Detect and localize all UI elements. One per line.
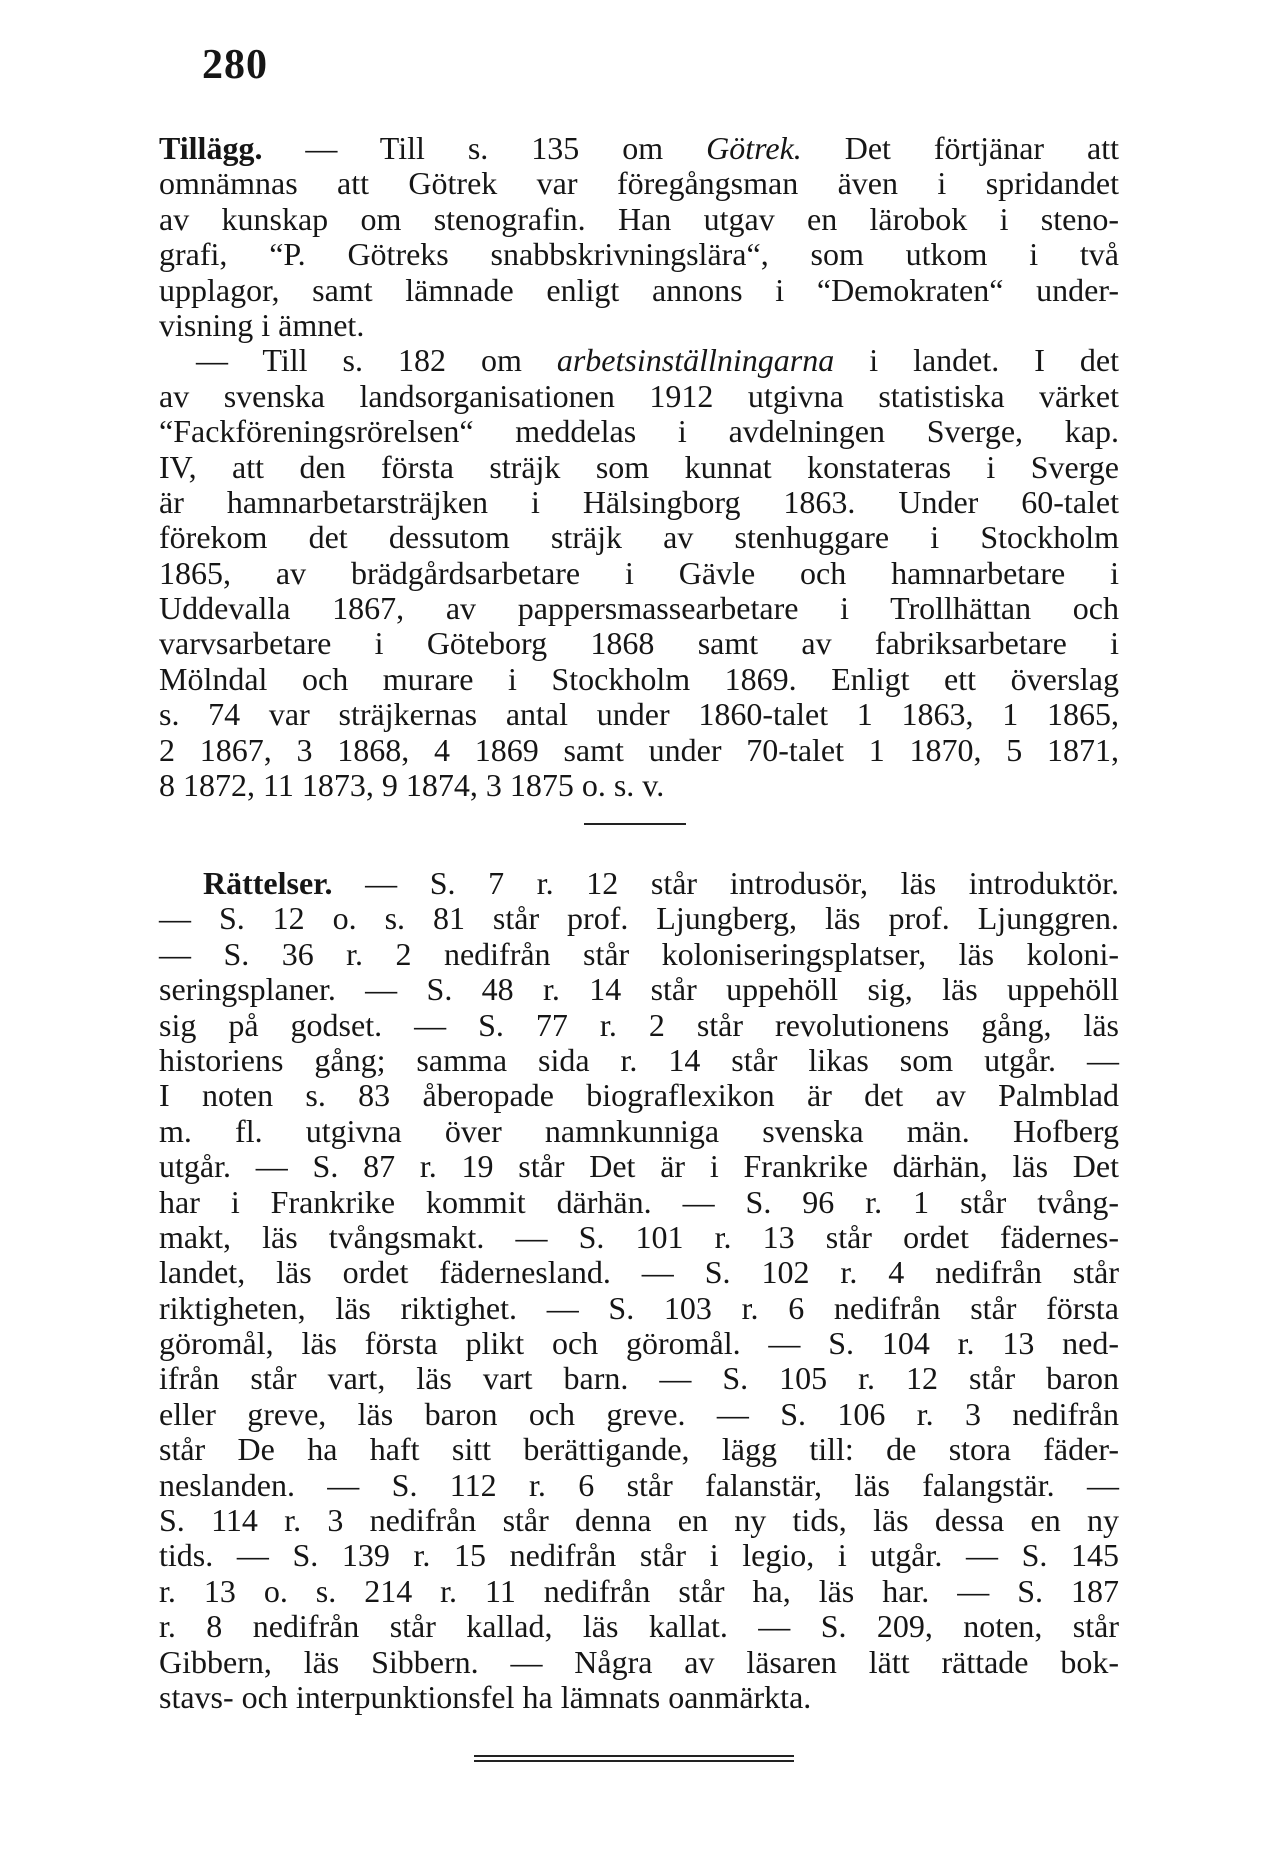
- rattelser-text: m. fl. utgivna över namnkunniga svenska män. Hofberg: [159, 1112, 1119, 1149]
- rattelser-line: [159, 1645, 1119, 1680]
- tillagg-text: 2 1867, 3 1868, 4 1869 samt under 70-talet 1 1870, 5 1871,: [159, 731, 1119, 768]
- tillagg-line: [159, 520, 1119, 555]
- rattelser-line: [159, 972, 1119, 1007]
- rattelser-text: makt, läs tvångsmakt. — S. 101 r. 13 står ordet fädernes-: [159, 1218, 1119, 1255]
- tillagg-line: [159, 697, 1119, 732]
- section-divider: [584, 823, 686, 825]
- errata-section: [159, 866, 1119, 1715]
- tillagg-line: [159, 733, 1119, 768]
- rattelser-text: — S. 7 r. 12 står introdusör, läs introduktör.: [332, 865, 1119, 901]
- rattelser-text: historiens gång; samma sida r. 14 står likas som utgår. —: [159, 1041, 1119, 1078]
- tillagg-line: [159, 237, 1119, 272]
- rattelser-text: står De ha haft sitt berättigande, lägg till: de stora fäder-: [159, 1431, 1119, 1468]
- tillagg-line: [159, 591, 1119, 626]
- rattelser-text: r. 13 o. s. 214 r. 11 nedifrån står ha, läs har. — S. 187: [159, 1572, 1119, 1609]
- tillagg-line: [159, 202, 1119, 237]
- rattelser-line: [159, 1538, 1119, 1573]
- end-rule-upper: [474, 1755, 794, 1757]
- rattelser-text: I noten s. 83 åberopade biograflexikon är det av Palmblad: [159, 1077, 1119, 1114]
- tillagg-line: [159, 343, 1119, 378]
- tillagg-heading: Tillägg.: [159, 130, 263, 166]
- rattelser-line: [159, 1432, 1119, 1467]
- tillagg-text: IV, att den första sträjk som kunnat konstateras i Sverge: [159, 448, 1119, 485]
- tillagg-line: [159, 131, 1119, 166]
- tillagg-text: av svenska landsorganisationen 1912 utgivna statistiska värket: [159, 377, 1119, 414]
- tillagg-line: [159, 273, 1119, 308]
- rattelser-line: [159, 1185, 1119, 1220]
- rattelser-line: [159, 901, 1119, 936]
- tillagg-line: [159, 626, 1119, 661]
- rattelser-text: eller greve, läs baron och greve. — S. 106 r. 3 nedifrån: [159, 1395, 1119, 1432]
- rattelser-line: [159, 1326, 1119, 1361]
- rattelser-line: [159, 1114, 1119, 1149]
- rattelser-line: [159, 1220, 1119, 1255]
- rattelser-text: seringsplaner. — S. 48 r. 14 står uppehöll sig, läs uppehöll: [159, 971, 1119, 1008]
- tillagg-text: av kunskap om stenografin. Han utgav en lärobok i steno-: [159, 200, 1119, 237]
- tillagg-line: [159, 379, 1119, 414]
- rattelser-text: stavs- och interpunktionsfel ha lämnats oanmärkta.: [159, 1678, 812, 1715]
- rattelser-text: riktigheten, läs riktighet. — S. 103 r. 6 nedifrån står första: [159, 1289, 1119, 1326]
- tillagg-text: varvsarbetare i Göteborg 1868 samt av fabriksarbetare i: [159, 625, 1119, 662]
- rattelser-text: Gibbern, läs Sibbern. — Några av läsaren lätt rättade bok-: [159, 1643, 1119, 1680]
- rattelser-line: [159, 1043, 1119, 1078]
- rattelser-line: [159, 1503, 1119, 1538]
- rattelser-line: [159, 1574, 1119, 1609]
- rattelser-line: [159, 1078, 1119, 1113]
- tillagg-text: visning i ämnet.: [159, 306, 365, 343]
- tillagg-text: Mölndal och murare i Stockholm 1869. Enligt ett överslag: [159, 660, 1119, 697]
- rattelser-text: — S. 36 r. 2 nedifrån står koloniseringsplatser, läs koloni-: [159, 935, 1119, 972]
- tillagg-text: i landet. I det: [834, 342, 1120, 379]
- tillagg-line: [159, 768, 1119, 803]
- tillagg-text: — Till s. 182 om: [196, 342, 557, 379]
- rattelser-line: [159, 1255, 1119, 1290]
- tillagg-line: [159, 485, 1119, 520]
- rattelser-line: [159, 1468, 1119, 1503]
- tillagg-text: 1865, av brädgårdsarbetare i Gävle och hamnarbetare i: [159, 554, 1119, 591]
- tillagg-line: [159, 308, 1119, 343]
- rattelser-text: utgår. — S. 87 r. 19 står Det är i Frankrike därhän, läs Det: [159, 1148, 1119, 1185]
- rattelser-line: [159, 866, 1119, 901]
- rattelser-heading: Rättelser.: [203, 865, 333, 901]
- rattelser-line: [159, 1397, 1119, 1432]
- rattelser-line: [159, 1680, 1119, 1715]
- rattelser-text: har i Frankrike kommit därhän. — S. 96 r. 1 står tvång-: [159, 1183, 1119, 1220]
- rattelser-line: [159, 1609, 1119, 1644]
- tillagg-text: Götrek.: [706, 130, 802, 166]
- tillagg-line: [159, 662, 1119, 697]
- end-rule-lower: [474, 1760, 794, 1762]
- tillagg-text: är hamnarbetarsträjken i Hälsingborg 1863. Under 60-talet: [159, 483, 1119, 520]
- rattelser-text: neslanden. — S. 112 r. 6 står falanstär, läs falangstär. —: [159, 1466, 1119, 1503]
- tillagg-text: — Till s. 135 om: [262, 130, 707, 166]
- tillagg-line: [159, 166, 1119, 201]
- tillagg-text: 8 1872, 11 1873, 9 1874, 3 1875 o. s. v.: [159, 767, 665, 804]
- rattelser-line: [159, 1291, 1119, 1326]
- rattelser-text: ifrån står vart, läs vart barn. — S. 105 r. 12 står baron: [159, 1360, 1119, 1397]
- rattelser-line: [159, 1008, 1119, 1043]
- rattelser-text: — S. 12 o. s. 81 står prof. Ljungberg, läs prof. Ljunggren.: [159, 900, 1119, 937]
- tillagg-line: [159, 450, 1119, 485]
- tillagg-line: [159, 414, 1119, 449]
- tillagg-text: Det förtjänar att: [801, 130, 1120, 166]
- tillagg-line: [159, 556, 1119, 591]
- rattelser-line: [159, 1149, 1119, 1184]
- tillagg-text: förekom det dessutom sträjk av stenhuggare i Stockholm: [159, 519, 1119, 556]
- rattelser-line: [159, 1361, 1119, 1396]
- rattelser-text: landet, läs ordet fädernesland. — S. 102 r. 4 nedifrån står: [159, 1254, 1119, 1291]
- page-number: 280: [202, 42, 268, 88]
- rattelser-text: r. 8 nedifrån står kallad, läs kallat. — S. 209, noten, står: [159, 1608, 1119, 1645]
- rattelser-text: sig på godset. — S. 77 r. 2 står revolutionens gång, läs: [159, 1006, 1119, 1043]
- rattelser-line: [159, 937, 1119, 972]
- addendum-section: [159, 131, 1119, 803]
- rattelser-text: göromål, läs första plikt och göromål. — S. 104 r. 13 ned-: [159, 1325, 1119, 1362]
- tillagg-text: s. 74 var sträjkernas antal under 1860-talet 1 1863, 1 1865,: [159, 696, 1119, 733]
- tillagg-text: grafi, “P. Götreks snabbskrivningslära“, som utkom i två: [159, 236, 1119, 273]
- rattelser-text: S. 114 r. 3 nedifrån står denna en ny tids, läs dessa en ny: [159, 1502, 1119, 1539]
- tillagg-text: Uddevalla 1867, av pappersmassearbetare i Trollhättan och: [159, 590, 1119, 627]
- tillagg-text: upplagor, samt lämnade enligt annons i “Demokraten“ under-: [159, 271, 1119, 308]
- tillagg-text: omnämnas att Götrek var föregångsman även i spridandet: [159, 165, 1119, 202]
- rattelser-text: tids. — S. 139 r. 15 nedifrån står i legio, i utgår. — S. 145: [159, 1537, 1119, 1574]
- tillagg-text: “Fackföreningsrörelsen“ meddelas i avdelningen Sverge, kap.: [159, 413, 1119, 450]
- tillagg-text: arbetsinställningarna: [556, 342, 835, 379]
